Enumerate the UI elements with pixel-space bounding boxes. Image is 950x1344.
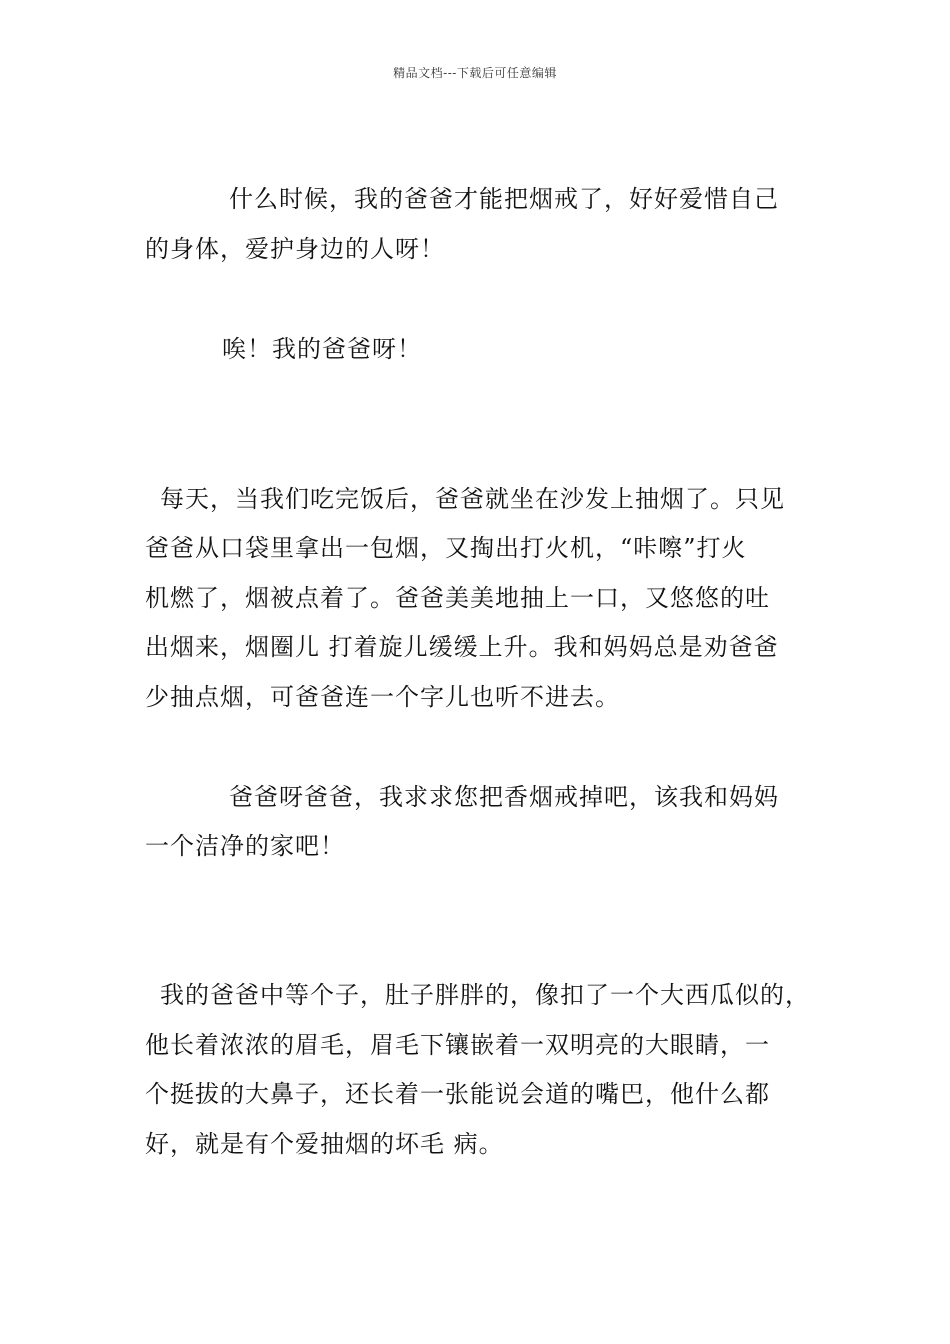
paragraph-line: 好，就是有个爱抽烟的坏毛 病。 (145, 1130, 504, 1158)
page-header: 精品文档---下载后可任意编辑 (393, 66, 557, 80)
paragraph-line: 他长着浓浓的眉毛，眉毛下镶嵌着一双明亮的大眼睛，一 (145, 1031, 770, 1059)
paragraph-line: 机燃了，烟被点着了。爸爸美美地抽上一口，又悠悠的吐 (145, 584, 770, 612)
paragraph-line: 唉！我的爸爸呀！ (222, 335, 422, 363)
paragraph-line: 一个洁净的家吧！ (145, 832, 345, 860)
paragraph-line: 每天，当我们吃完饭后，爸爸就坐在沙发上抽烟了。只见 (160, 485, 785, 513)
paragraph-line: 什么时候，我的爸爸才能把烟戒了，好好爱惜自己 (229, 185, 779, 213)
paragraph-line: 的身体，爱护身边的人呀！ (145, 235, 445, 263)
paragraph-line: 个挺拔的大鼻子，还长着一张能说会道的嘴巴，他什么都 (145, 1080, 770, 1108)
paragraph-line: 少抽点烟，可爸爸连一个字儿也听不进去。 (145, 683, 620, 711)
paragraph-line: 爸爸从口袋里拿出一包烟，又掏出打火机，“咔嚓”打火 (145, 534, 747, 562)
paragraph-line: 出烟来，烟圈儿 打着旋儿缓缓上升。我和妈妈总是劝爸爸 (145, 633, 779, 661)
paragraph-line: 我的爸爸中等个子，肚子胖胖的，像扣了一个大西瓜似的， (160, 981, 810, 1009)
paragraph-line: 爸爸呀爸爸，我求求您把香烟戒掉吧，该我和妈妈 (229, 783, 779, 811)
